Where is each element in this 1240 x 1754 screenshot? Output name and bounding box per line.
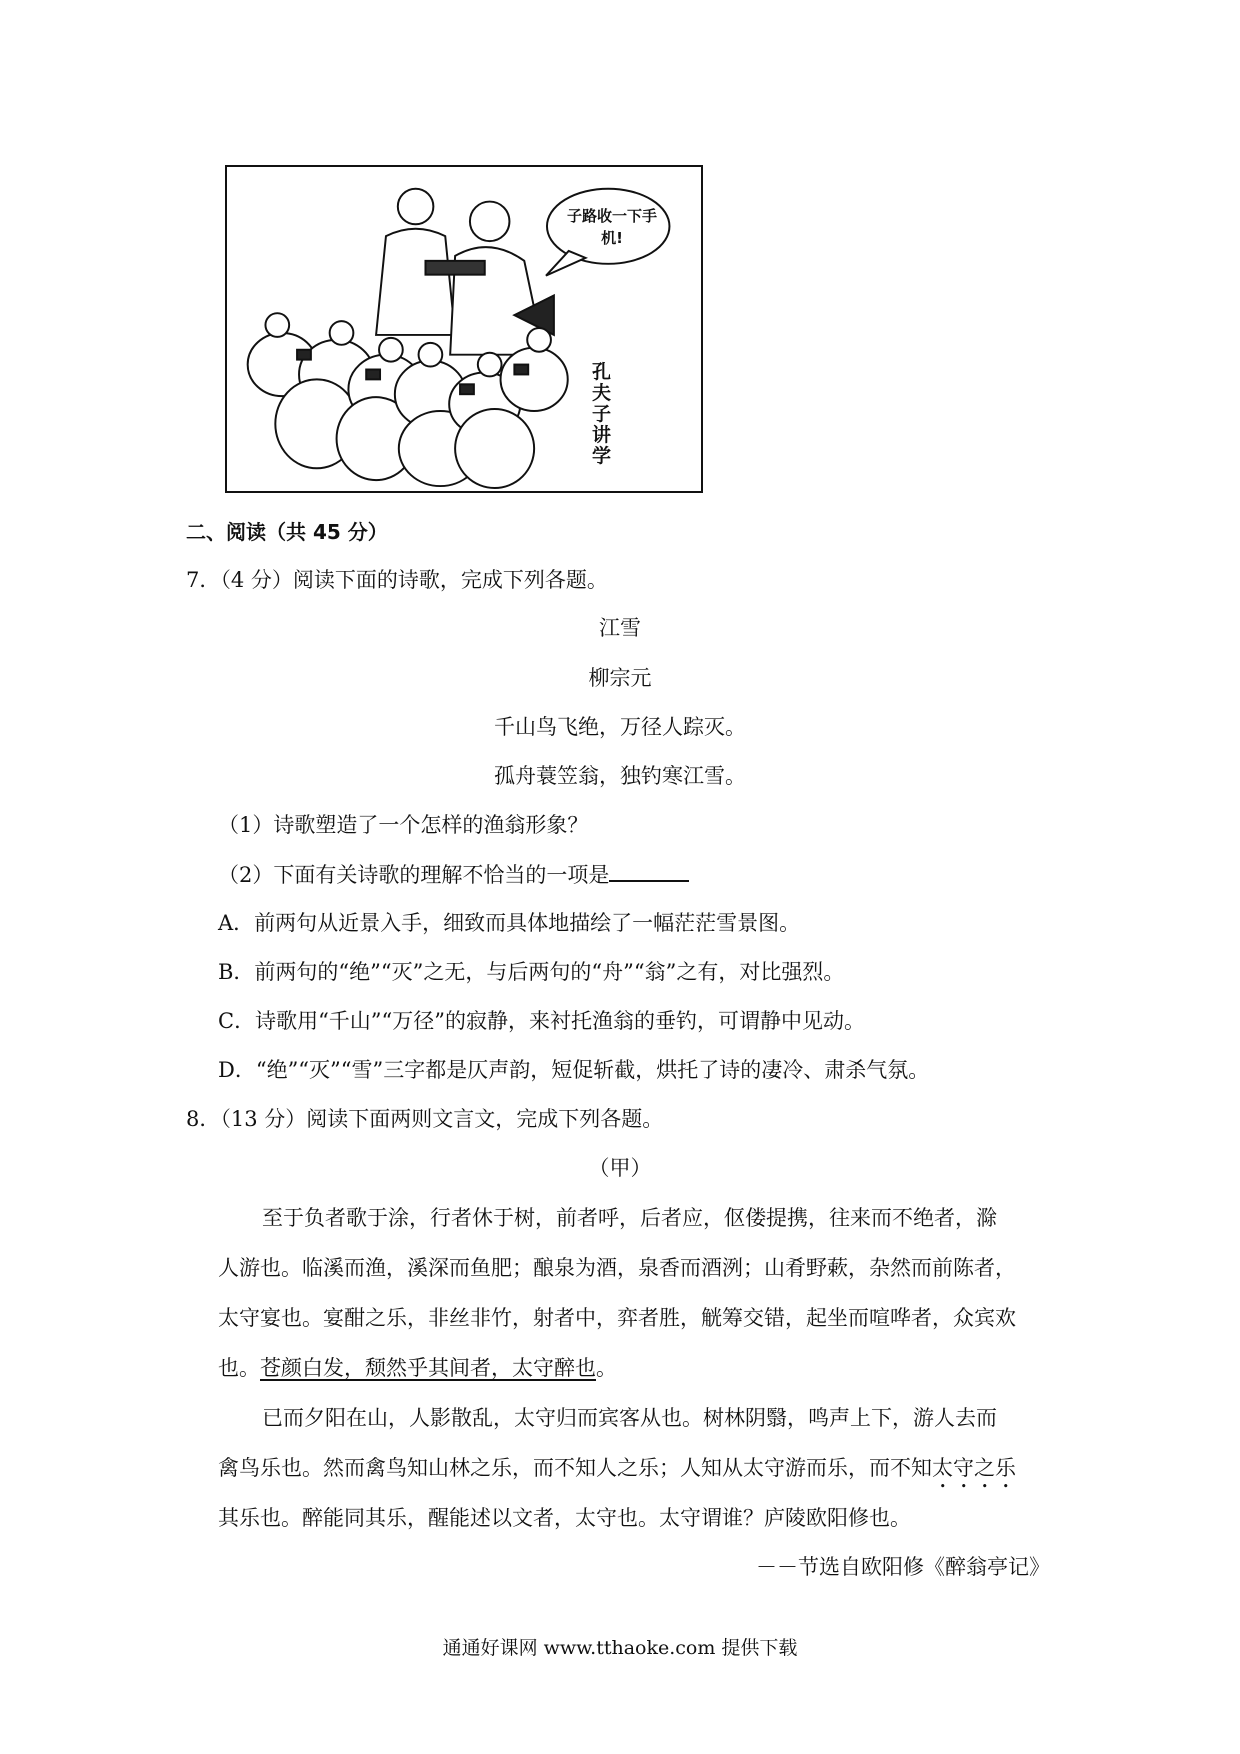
q7-sub2 bbox=[218, 860, 689, 889]
passage-p1-line2: 人游也。临溪而渔，溪深而鱼肥；酿泉为酒，泉香而酒洌；山肴野蔌，杂然而前陈者， bbox=[218, 1256, 1016, 1280]
page-footer: 通通好课网 www.tthaoke.com 提供下载 bbox=[442, 1637, 798, 1659]
cartoon-caption: 孔夫子讲学 bbox=[592, 361, 612, 467]
q7-option-c: C．诗歌用“千山”“万径”的寂静，来衬托渔翁的垂钓，可谓静中见动。 bbox=[218, 1009, 866, 1033]
passage-p2-line2 bbox=[218, 1454, 1016, 1493]
underlined-sentence: 苍颜白发，颓然乎其间者，太守醉也 bbox=[260, 1356, 596, 1380]
q8-prompt: 8．（13 分）阅读下面两则文言文，完成下列各题。 bbox=[186, 1107, 664, 1131]
poem-line-1: 千山鸟飞绝，万径人踪灭。 bbox=[494, 715, 746, 739]
passage-p1-line1: 至于负者歌于涂，行者休于树，前者呼，后者应，伛偻提携，往来而不绝者，滁 bbox=[262, 1206, 997, 1230]
answer-blank[interactable] bbox=[609, 860, 689, 882]
poem-title: 江雪 bbox=[599, 616, 641, 640]
passage-p1-line4 bbox=[218, 1354, 617, 1382]
section-heading: 二、阅读（共 45 分） bbox=[186, 520, 388, 544]
p1-l4-lead: 也。 bbox=[218, 1356, 260, 1380]
p1-l4-end: 。 bbox=[596, 1356, 617, 1380]
q7-prompt: 7．（4 分）阅读下面的诗歌，完成下列各题。 bbox=[186, 568, 608, 592]
cartoon-illustration bbox=[225, 165, 703, 493]
passage-p2-line3: 其乐也。醉能同其乐，醒能述以文者，太守也。太守谓谁？庐陵欧阳修也。 bbox=[218, 1506, 911, 1530]
passage-source: －－节选自欧阳修《醉翁亭记》 bbox=[756, 1555, 1050, 1579]
poem-line-2: 孤舟蓑笠翁，独钓寒江雪。 bbox=[494, 764, 746, 788]
poem-author: 柳宗元 bbox=[588, 666, 652, 690]
speech-bubble-text: 子路收一下手机! bbox=[566, 207, 657, 247]
dotted-phrase: 太守之乐 bbox=[932, 1456, 1016, 1480]
p2-l2-text: 禽鸟乐也。然而禽鸟知山林之乐，而不知人之乐；人知从太守游而乐，而不知 bbox=[218, 1456, 932, 1480]
passage-p2-line1: 已而夕阳在山，人影散乱，太守归而宾客从也。树林阴翳，鸣声上下，游人去而 bbox=[262, 1406, 997, 1430]
q7-option-b: B．前两句的“绝”“灭”之无，与后两句的“舟”“翁”之有，对比强烈。 bbox=[218, 960, 845, 984]
q7-option-d: D．“绝”“灭”“雪”三字都是仄声韵，短促斩截，烘托了诗的凄冷、肃杀气氛。 bbox=[218, 1058, 930, 1082]
passage-p1-line3: 太守宴也。宴酣之乐，非丝非竹，射者中，弈者胜，觥筹交错，起坐而喧哗者，众宾欢 bbox=[218, 1306, 1016, 1330]
q8-part-label: （甲） bbox=[588, 1156, 652, 1180]
q7-sub1: （1）诗歌塑造了一个怎样的渔翁形象？ bbox=[218, 813, 589, 837]
q7-option-a: A．前两句从近景入手，细致而具体地描绘了一幅茫茫雪景图。 bbox=[218, 911, 801, 935]
q7-sub2-text: （2）下面有关诗歌的理解不恰当的一项是 bbox=[218, 863, 610, 887]
